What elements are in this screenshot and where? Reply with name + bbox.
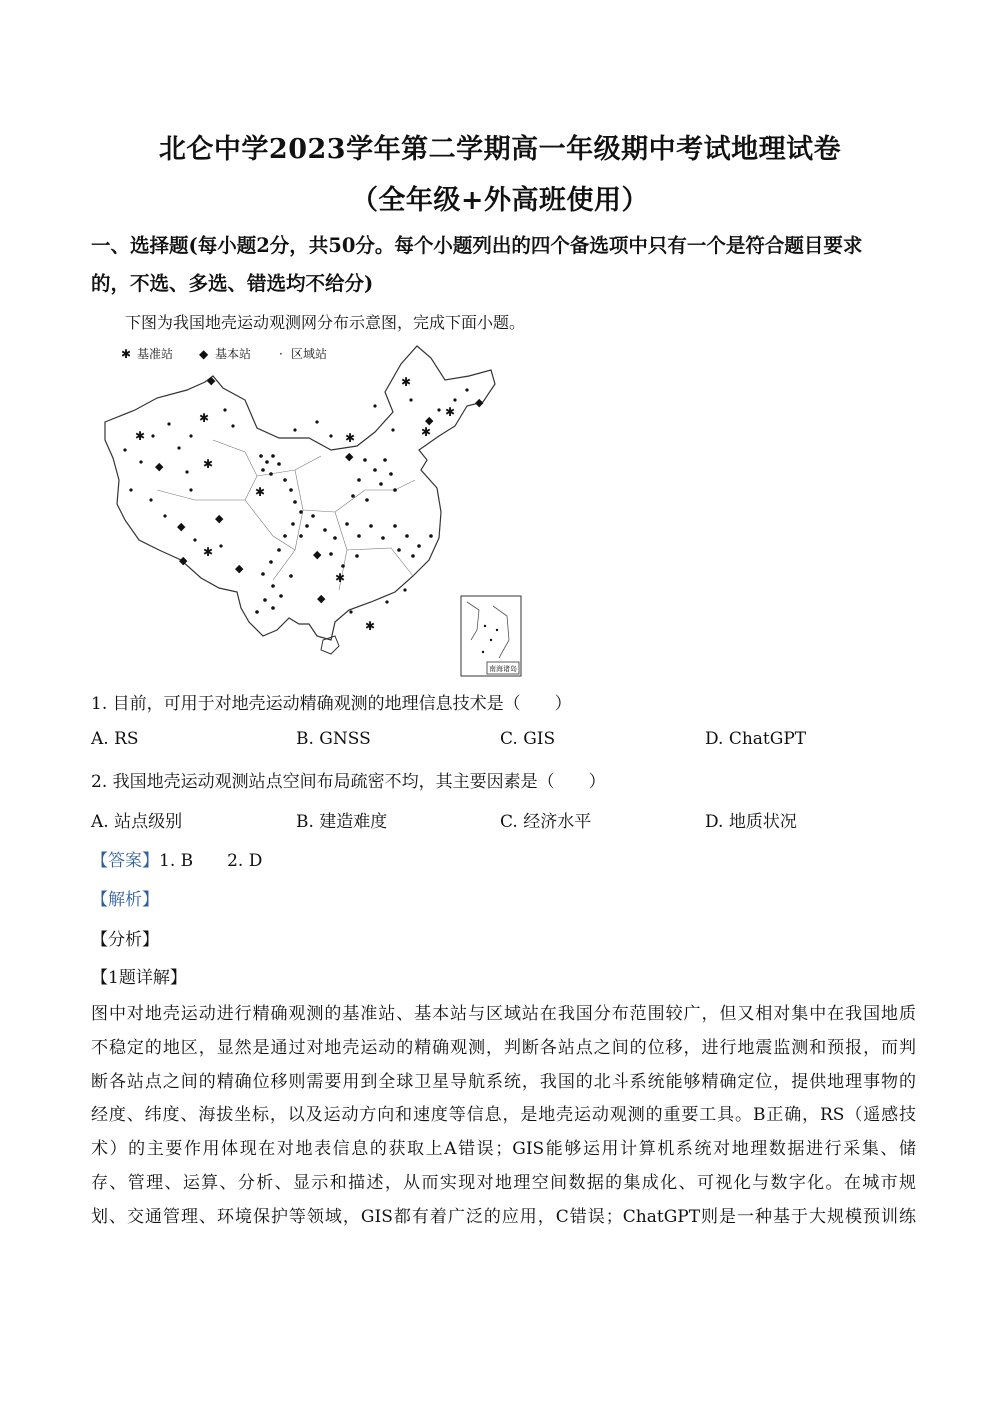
legend-label-basic: 基本站 [215,347,252,361]
map-intro: 下图为我国地壳运动观测网分布示意图，完成下面小题。 [125,313,526,332]
detail-line: 断各站点之间的精确位移则需要用到全球卫星导航系统，我国的北斗系统能够精确定位，提供地理事物的 [91,1071,916,1092]
hainan-island [321,636,339,654]
basic-diamond: ◆ [235,562,244,575]
benchmark-star: ✱ [335,571,346,585]
basic-diamond: ◆ [215,512,224,525]
answer-values: 1. B 2. D [159,851,263,871]
china-outline [105,346,495,640]
question-1-option-d: D. ChatGPT [705,729,807,749]
basic-diamond: ◆ [155,460,164,473]
question-2-option-b: B. 建造难度 [296,812,388,832]
basic-diamond: ◆ [317,592,326,605]
detail-label: 【1题详解】 [91,968,187,988]
basic-diamond: ◆ [207,374,216,387]
analysis-label: 【解析】 [91,890,159,910]
question-1-option-b: B. GNSS [296,729,371,749]
station-markers [135,374,484,633]
question-2-option-d: D. 地质状况 [705,812,797,832]
benchmark-star: ✱ [421,425,432,439]
detail-line: 存、管理、运算、分析、显示和描述，从而实现对地理空间数据的集成化、可视化与数字化。在城市规 [91,1172,916,1193]
map-legend [121,346,327,361]
benchmark-star: ✱ [365,619,376,633]
section-heading-line2: 的，不选、多选、错选均不给分) [91,272,374,295]
benchmark-star: ✱ [445,405,456,419]
legend-label-benchmark: 基准站 [137,347,174,361]
detail-paragraph [91,998,916,1235]
basic-diamond: ◆ [179,554,188,567]
question-2-stem: 2. 我国地壳运动观测站点空间布局疏密不均，其主要因素是（ ） [91,772,606,792]
question-1-stem: 1. 目前，可用于对地壳运动精确观测的地理信息技术是（ ） [91,694,572,714]
detail-line: 图中对地壳运动进行精确观测的基准站、基本站与区域站在我国分布范围较广，但又相对集中在我国地质 [91,1004,916,1024]
legend-star-icon: ✱ [121,347,132,361]
benchmark-star: ✱ [203,545,214,559]
legend-label-regional: 区域站 [291,347,328,361]
answer-line [91,846,911,871]
legend-dot-icon: · [279,347,283,361]
legend-diamond-icon: ◆ [199,347,209,361]
question-2-option-a: A. 站点级别 [91,812,183,832]
question-1-option-a: A. RS [91,729,139,749]
basic-diamond: ◆ [177,520,186,533]
basic-diamond: ◆ [313,548,322,561]
detail-line: 不稳定的地区，显然是通过对地壳运动的精确观测，判断各站点之间的位移，进行地震监测和预报，而判 [91,1037,916,1058]
benchmark-star: ✱ [345,431,356,445]
detail-line: 术）的主要作用体现在对地表信息的获取上A错误；GIS能够运用计算机系统对地理数据进行采集、储 [91,1139,916,1160]
basic-diamond: ◆ [345,450,354,463]
benchmark-star: ✱ [203,457,214,471]
basic-diamond: ◆ [425,414,434,427]
basic-diamond: ◆ [475,396,484,409]
detail-line: 经度、纬度、海拔坐标，以及运动方向和速度等信息，是地壳运动观测的重要工具。B正确，RS（遥感技 [91,1105,916,1126]
benchmark-star: ✱ [255,485,266,499]
benchmark-star: ✱ [199,411,210,425]
section-heading-line1: 一、选择题(每小题2分，共50分。每个小题列出的四个备选项中只有一个是符合题目要求 [91,234,863,257]
benchmark-star: ✱ [135,429,146,443]
china-station-map [95,340,525,680]
exam-subtitle: （全年级+外高班使用） [350,185,650,216]
answer-label: 【答案】 [91,851,159,871]
question-1-option-c: C. GIS [500,729,556,749]
exam-title: 北仑中学2023学年第二学期高一年级期中考试地理试卷 [158,134,842,165]
inset-label: 南海诸岛 [489,665,517,673]
benchmark-star: ✱ [401,375,412,389]
inset-map-south-china-sea [461,596,521,676]
question-2-option-c: C. 经济水平 [500,812,592,832]
province-lines [157,440,415,590]
fenxi-label: 【分析】 [91,930,159,950]
detail-line: 划、交通管理、环境保护等领域，GIS都有着广泛的应用，C错误；ChatGPT则是一种基于大规模预训练 [91,1206,916,1227]
